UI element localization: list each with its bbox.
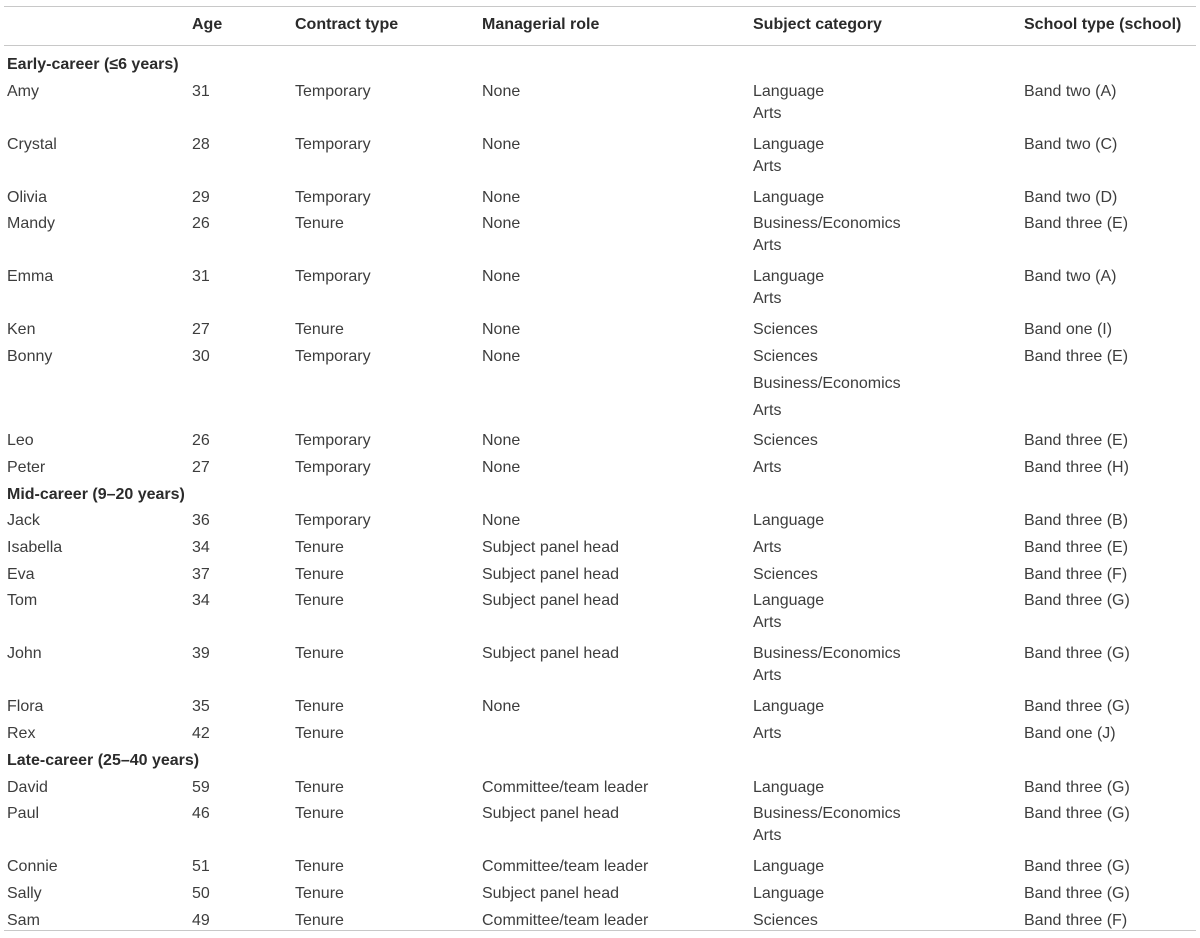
- header-school-type: School type (school): [1024, 16, 1182, 33]
- row-managerial-role: None: [482, 348, 521, 366]
- row-school-type: Band three (E): [1024, 539, 1129, 556]
- row-managerial-role: Subject panel head: [482, 539, 619, 556]
- row-age: 50: [192, 884, 210, 902]
- row-managerial-role: None: [482, 321, 521, 339]
- row-school-type: Band two (C): [1024, 135, 1118, 153]
- row-subject: Business/Economics: [753, 645, 901, 663]
- row-managerial-role: Committee/team leader: [482, 858, 649, 876]
- row-name: Sally: [7, 884, 42, 902]
- row-name: Bonny: [7, 348, 53, 366]
- row-school-type: Band three (F): [1024, 911, 1128, 929]
- row-contract-type: Tenure: [295, 565, 344, 583]
- row-name: John: [7, 645, 42, 663]
- row-school-type: Band two (D): [1024, 188, 1118, 206]
- row-name: Jack: [7, 512, 40, 530]
- row-age: 30: [192, 348, 210, 366]
- row-contract-type: Temporary: [295, 82, 371, 100]
- row-school-type: Band three (G): [1024, 884, 1130, 902]
- row-school-type: Band three (G): [1024, 858, 1130, 876]
- header-managerial-role: Managerial role: [482, 16, 600, 33]
- row-name: Tom: [7, 592, 38, 610]
- header-contract-type: Contract type: [295, 16, 399, 33]
- table-header-rule: [4, 45, 1196, 46]
- row-age: 37: [192, 565, 210, 583]
- row-subject: Language: [753, 82, 825, 100]
- row-subject: Sciences: [753, 911, 818, 929]
- row-contract-type: Temporary: [295, 432, 371, 450]
- row-age: 26: [192, 215, 210, 233]
- row-school-type: Band three (E): [1024, 348, 1129, 366]
- row-age: 26: [192, 432, 210, 450]
- row-managerial-role: None: [482, 512, 521, 530]
- row-subject: Language: [753, 698, 825, 716]
- row-managerial-role: None: [482, 458, 521, 476]
- row-age: 46: [192, 805, 210, 823]
- row-subject: Arts: [753, 827, 782, 845]
- row-managerial-role: Subject panel head: [482, 592, 619, 610]
- row-contract-type: Temporary: [295, 188, 371, 206]
- row-contract-type: Tenure: [295, 321, 344, 339]
- row-managerial-role: None: [482, 188, 521, 206]
- row-managerial-role: None: [482, 432, 521, 450]
- row-contract-type: Tenure: [295, 911, 344, 929]
- row-contract-type: Tenure: [295, 884, 344, 902]
- row-age: 35: [192, 698, 210, 716]
- row-contract-type: Temporary: [295, 348, 371, 366]
- row-school-type: Band one (J): [1024, 725, 1116, 743]
- row-subject: Sciences: [753, 432, 818, 450]
- row-name: Eva: [7, 565, 35, 583]
- row-subject: Arts: [753, 237, 782, 255]
- row-subject: Business/Economics: [753, 805, 901, 823]
- row-contract-type: Tenure: [295, 592, 344, 610]
- row-contract-type: Tenure: [295, 645, 344, 663]
- row-subject: Arts: [753, 458, 782, 476]
- row-subject: Arts: [753, 725, 782, 743]
- row-age: 51: [192, 858, 210, 876]
- row-name: Crystal: [7, 135, 57, 153]
- row-subject: Arts: [753, 157, 782, 175]
- row-age: 27: [192, 458, 210, 476]
- row-school-type: Band three (E): [1024, 215, 1129, 233]
- row-name: Rex: [7, 725, 36, 743]
- row-name: David: [7, 778, 48, 796]
- row-contract-type: Temporary: [295, 458, 371, 476]
- row-name: Ken: [7, 321, 36, 339]
- row-school-type: Band three (G): [1024, 778, 1130, 796]
- row-subject: Language: [753, 135, 825, 153]
- row-subject: Language: [753, 188, 825, 206]
- row-contract-type: Tenure: [295, 725, 344, 743]
- row-age: 42: [192, 725, 210, 743]
- row-managerial-role: None: [482, 268, 521, 286]
- row-contract-type: Tenure: [295, 858, 344, 876]
- row-subject: Arts: [753, 104, 782, 122]
- row-school-type: Band three (F): [1024, 565, 1128, 583]
- row-age: 36: [192, 512, 210, 530]
- row-subject: Arts: [753, 667, 782, 685]
- row-subject: Language: [753, 268, 825, 286]
- row-name: Peter: [7, 458, 46, 476]
- row-school-type: Band three (G): [1024, 645, 1130, 663]
- row-contract-type: Tenure: [295, 805, 344, 823]
- row-school-type: Band three (B): [1024, 512, 1129, 530]
- row-age: 29: [192, 188, 210, 206]
- row-contract-type: Tenure: [295, 778, 344, 796]
- row-managerial-role: None: [482, 135, 521, 153]
- row-age: 28: [192, 135, 210, 153]
- table-top-rule: [4, 6, 1196, 7]
- row-name: Leo: [7, 432, 34, 450]
- row-school-type: Band three (G): [1024, 698, 1130, 716]
- row-age: 31: [192, 82, 210, 100]
- row-managerial-role: Subject panel head: [482, 645, 619, 663]
- row-subject: Arts: [753, 290, 782, 308]
- row-age: 39: [192, 645, 210, 663]
- row-school-type: Band three (G): [1024, 805, 1130, 823]
- row-name: Sam: [7, 911, 40, 929]
- row-managerial-role: Subject panel head: [482, 805, 619, 823]
- header-age: Age: [192, 16, 223, 33]
- row-subject: Business/Economics: [753, 215, 901, 233]
- group-label: Early-career (≤6 years): [7, 56, 179, 73]
- row-managerial-role: None: [482, 215, 521, 233]
- row-subject: Sciences: [753, 565, 818, 583]
- row-subject: Sciences: [753, 321, 818, 339]
- group-label: Late-career (25–40 years): [7, 751, 200, 769]
- row-managerial-role: None: [482, 698, 521, 716]
- row-subject: Language: [753, 884, 825, 902]
- row-age: 49: [192, 911, 210, 929]
- table-bottom-rule: [4, 930, 1196, 931]
- row-name: Amy: [7, 82, 39, 100]
- row-school-type: Band three (E): [1024, 432, 1129, 450]
- row-name: Mandy: [7, 215, 56, 233]
- row-name: Flora: [7, 698, 44, 716]
- row-subject: Sciences: [753, 348, 818, 366]
- row-subject: Business/Economics: [753, 374, 901, 392]
- row-subject: Arts: [753, 539, 782, 556]
- row-school-type: Band one (I): [1024, 321, 1113, 339]
- header-subject-category: Subject category: [753, 16, 882, 33]
- row-school-type: Band two (A): [1024, 268, 1117, 286]
- row-name: Connie: [7, 858, 58, 876]
- row-subject: Language: [753, 858, 825, 876]
- row-age: 27: [192, 321, 210, 339]
- row-managerial-role: Subject panel head: [482, 884, 619, 902]
- row-contract-type: Temporary: [295, 512, 371, 530]
- row-subject: Arts: [753, 401, 782, 419]
- row-name: Isabella: [7, 539, 63, 556]
- row-contract-type: Temporary: [295, 268, 371, 286]
- row-managerial-role: None: [482, 82, 521, 100]
- row-age: 34: [192, 592, 210, 610]
- row-age: 59: [192, 778, 210, 796]
- row-name: Olivia: [7, 188, 48, 206]
- row-managerial-role: Committee/team leader: [482, 778, 649, 796]
- group-label: Mid-career (9–20 years): [7, 485, 185, 503]
- row-subject: Language: [753, 778, 825, 796]
- row-school-type: Band three (H): [1024, 458, 1129, 476]
- row-contract-type: Tenure: [295, 215, 344, 233]
- row-contract-type: Tenure: [295, 539, 344, 556]
- row-subject: Language: [753, 512, 825, 530]
- row-contract-type: Temporary: [295, 135, 371, 153]
- row-age: 31: [192, 268, 210, 286]
- row-name: Paul: [7, 805, 40, 823]
- row-age: 34: [192, 539, 210, 556]
- row-school-type: Band three (G): [1024, 592, 1130, 610]
- row-school-type: Band two (A): [1024, 82, 1117, 100]
- row-managerial-role: Committee/team leader: [482, 911, 649, 929]
- row-name: Emma: [7, 268, 54, 286]
- row-subject: Language: [753, 592, 825, 610]
- row-managerial-role: Subject panel head: [482, 565, 619, 583]
- row-subject: Arts: [753, 614, 782, 632]
- row-contract-type: Tenure: [295, 698, 344, 716]
